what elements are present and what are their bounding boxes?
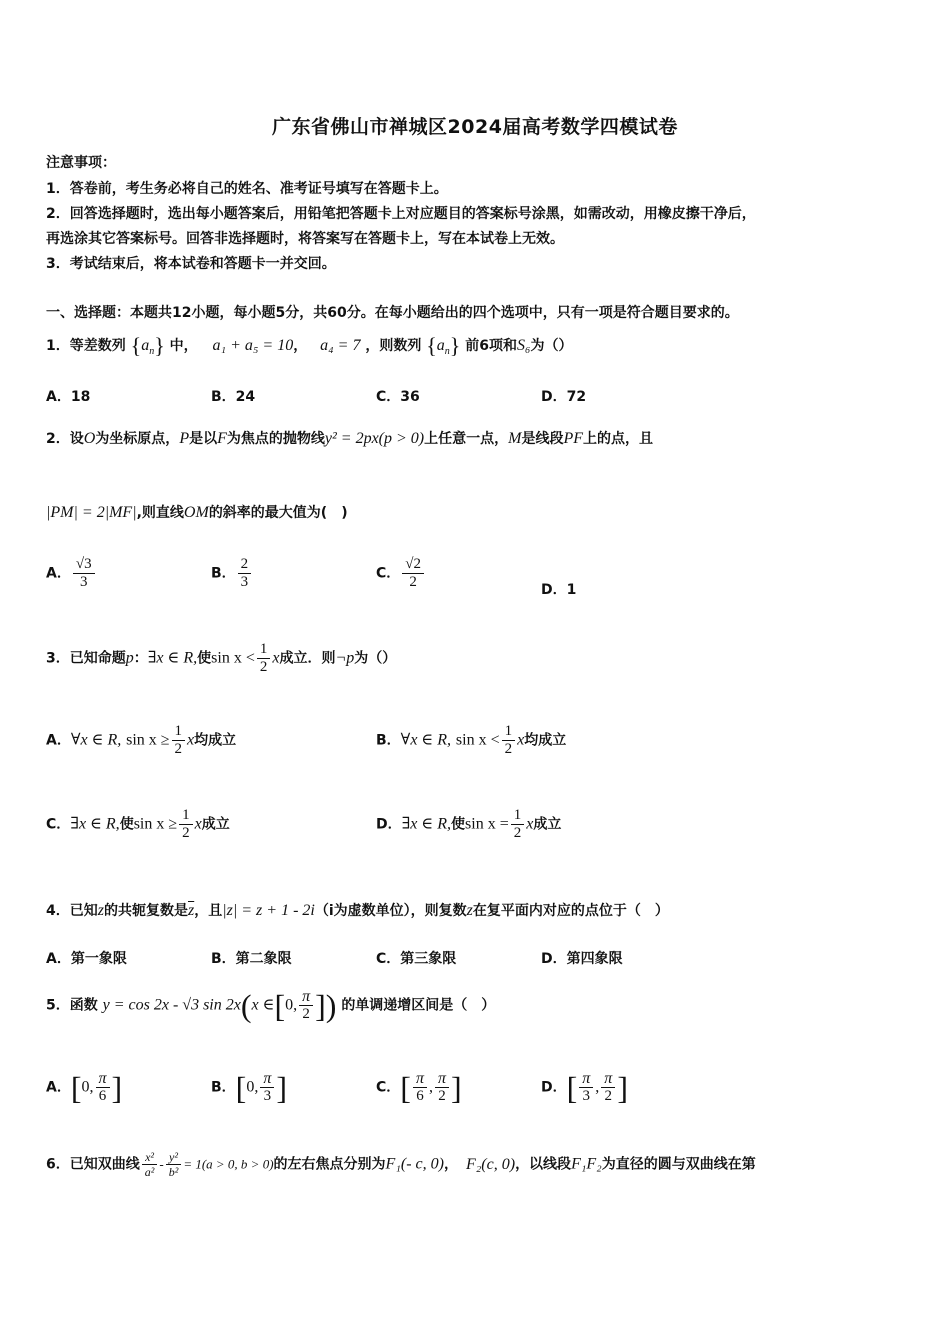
question-6: 6．已知双曲线 $\frac{\text{x²}}{\text{a²}}$ - $\frac{\text{y²}}{\text{b²}}$ = 1(a > 0, b > 0)的左右焦点分别为F₁(- c, 0)， F₂(c, 0)，以线段F₁F₂为直径的圆与双曲线在第 xyxy=(46,1150,756,1179)
question-2-cont: |PM| = 2|MF|,则直线OM的斜率的最大值为( ) xyxy=(46,504,348,521)
question-3: 3．已知命题p：∃x ∈ R,使sin x < $\frac{1}{2}$ x成立．则¬p为（） xyxy=(46,641,397,675)
note-item: 2．回答选择题时，选出每小题答案后，用铅笔把答题卡上对应题目的答案标号涂黑，如需改动，用橡皮擦干净后， xyxy=(46,206,756,222)
option-a: A．第一象限 xyxy=(46,951,127,967)
notes-heading: 注意事项： xyxy=(46,155,116,171)
question-4: 4．已知z的共轭复数是$\overline{z}$，且|z| = z + 1 - 2i（i为虚数单位），则复数z在复平面内对应的点位于（ ） xyxy=(46,902,669,919)
question-5: 5．函数 y = cos 2x - √3 sin 2x(x ∈[0, $\frac{\pi}{2}$ ]) 的单调递增区间是（ ） xyxy=(46,987,496,1024)
option-a: A．∀x ∈ R, sin x ≥ $\frac{1}{2}$ x均成立 xyxy=(46,723,237,757)
note-item: 再选涂其它答案标号。回答非选择题时，将答案写在答题卡上，写在本试卷上无效。 xyxy=(46,231,564,247)
parabola-equation: y² = 2px(p > 0) xyxy=(324,430,425,447)
option-c: C．∃x ∈ R,使sin x ≥ $\frac{1}{2}$ x成立 xyxy=(46,807,230,841)
option-c: C．36 xyxy=(376,389,420,405)
option-c: C． $\frac{√2}{2}$ xyxy=(376,556,426,591)
question-number: 2． xyxy=(46,431,70,447)
section-heading: 一、选择题：本题共12小题，每小题5分，共60分。在每小题给出的四个选项中，只有一项是符合题目要求的。 xyxy=(46,305,739,321)
page-title: 广东省佛山市禅城区2024届高考数学四模试卷 xyxy=(272,116,678,138)
question-2: 2．设O为坐标原点，P是以F为焦点的抛物线y² = 2px(p > 0)上任意一点，M是线段PF上的点，且 xyxy=(46,430,653,447)
modulus-equation: |z| = z + 1 - 2i xyxy=(222,902,315,919)
option-a: A． $\frac{√3}{3}$ xyxy=(46,556,97,591)
option-b: B．第二象限 xyxy=(211,951,292,967)
condition-1: a₁ + a₅ = 10 xyxy=(212,337,294,354)
option-d: D．∃x ∈ R,使sin x = $\frac{1}{2}$ x成立 xyxy=(376,807,562,841)
option-b: B． $\frac{2}{3}$ xyxy=(211,556,253,591)
question-number: 4． xyxy=(46,903,70,919)
question-number: 5． xyxy=(46,997,70,1014)
option-b: B．24 xyxy=(211,389,256,405)
focus-2: F₂(c, 0) xyxy=(465,1155,516,1173)
option-a: A．18 xyxy=(46,389,91,405)
option-b: B．[0, $\frac{\pi}{3}$ ] xyxy=(211,1069,287,1106)
note-item: 3．考试结束后，将本试卷和答题卡一并交回。 xyxy=(46,256,336,272)
option-d: D．[ $\frac{\pi}{3}$ , $\frac{\pi}{2}$ ] xyxy=(541,1069,628,1106)
option-d: D．第四象限 xyxy=(541,951,623,967)
question-number: 1． xyxy=(46,338,70,354)
question-number: 3． xyxy=(46,650,70,667)
option-a: A．[0, $\frac{\pi}{6}$ ] xyxy=(46,1069,123,1106)
question-number: 6． xyxy=(46,1156,70,1173)
note-item: 1．答卷前，考生务必将自己的姓名、准考证号填写在答题卡上。 xyxy=(46,181,448,197)
option-c: C．[ $\frac{\pi}{6}$ , $\frac{\pi}{2}$ ] xyxy=(376,1069,462,1106)
option-d: D．1 xyxy=(541,582,577,598)
focus-1: F₁(- c, 0) xyxy=(385,1155,444,1173)
option-c: C．第三象限 xyxy=(376,951,457,967)
option-b: B．∀x ∈ R, sin x < $\frac{1}{2}$ x均成立 xyxy=(376,723,567,757)
condition-2: a₄ = 7 xyxy=(320,337,361,354)
hyperbola-condition: = 1(a > 0, b > 0) xyxy=(183,1156,274,1172)
function-expression: y = cos 2x - √3 sin 2x xyxy=(102,996,241,1014)
question-1: 1．等差数列 $\{a_n\}$ 中， a₁ + a₅ = 10， a₄ = 7 ，则数列 $\{a_n\}$ 前6项和S₆为（） xyxy=(46,333,573,358)
option-d: D．72 xyxy=(541,389,587,405)
ratio-condition: |PM| = 2|MF| xyxy=(46,504,137,521)
